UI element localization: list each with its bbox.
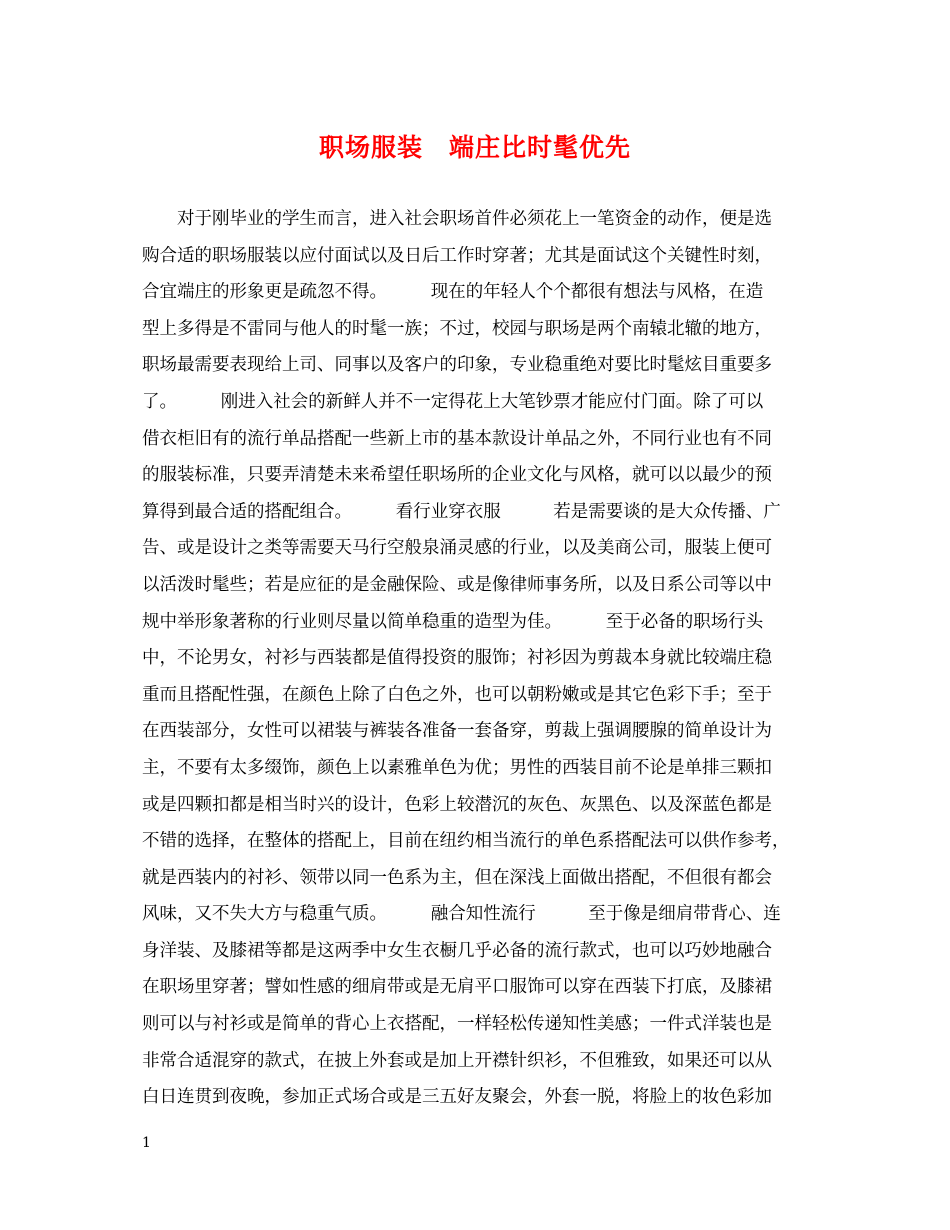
body-line: 就是西装内的衬衫、领带以同一色系为主，但在深浅上面做出搭配，不但很有都会 (142, 867, 772, 888)
body-line: 购合适的职场服装以应付面试以及日后工作时穿著；尤其是面试这个关键性时刻， (142, 245, 772, 266)
body-line: 算得到最合适的搭配组合。 看行业穿衣服 若是需要谈的是大众传播、广 (142, 501, 781, 522)
body-line: 中，不论男女，衬衫与西装都是值得投资的服饰；衬衫因为剪裁本身就比较端庄稳 (142, 648, 772, 669)
body-line: 了。 刚进入社会的新鲜人并不一定得花上大笔钞票才能应付门面。除了可以 (142, 391, 764, 412)
body-line: 白日连贯到夜晚，参加正式场合或是三五好友聚会，外套一脱，将脸上的妆色彩加 (142, 1087, 772, 1108)
body-line: 风味，又不失大方与稳重气质。 融合知性流行 至于像是细肩带背心、连 (142, 904, 781, 925)
body-line: 的服装标准，只要弄清楚未来希望任职场所的企业文化与风格，就可以以最少的预 (142, 465, 772, 486)
body-line: 型上多得是不雷同与他人的时髦一族；不过，校园与职场是两个南辕北辙的地方， (142, 318, 772, 339)
body-line: 对于刚毕业的学生而言，进入社会职场首件必须花上一笔资金的动作，便是选 (142, 209, 772, 229)
body-line: 身洋装、及膝裙等都是这两季中女生衣橱几乎必备的流行款式，也可以巧妙地融合 (142, 940, 772, 961)
body-line: 借衣柜旧有的流行单品搭配一些新上市的基本款设计单品之外，不同行业也有不同 (142, 428, 772, 449)
body-line: 职场最需要表现给上司、同事以及客户的印象，专业稳重绝对要比时髦炫目重要多 (142, 355, 772, 376)
page-number: 1 (142, 1135, 151, 1151)
body-line: 不错的选择，在整体的搭配上，目前在纽约相当流行的单色系搭配法可以供作参考， (142, 831, 790, 852)
body-line: 在西装部分，女性可以裙装与裤装各准备一套备穿，剪裁上强调腰腺的简单设计为 (142, 721, 772, 742)
body-line: 合宜端庄的形象更是疏忽不得。 现在的年轻人个个都很有想法与风格，在造 (142, 282, 764, 303)
body-line: 则可以与衬衫或是简单的背心上衣搭配，一样轻松传递知性美感；一件式洋装也是 (142, 1014, 772, 1035)
body-line: 以活泼时髦些；若是应征的是金融保险、或是像律师事务所，以及日系公司等以中 (142, 574, 772, 595)
body-line: 重而且搭配性强，在颜色上除了白色之外，也可以朝粉嫩或是其它色彩下手；至于 (142, 684, 772, 705)
body-line: 或是四颗扣都是相当时兴的设计，色彩上较潜沉的灰色、灰黑色、以及深蓝色都是 (142, 794, 772, 815)
body-line: 在职场里穿著；譬如性感的细肩带或是无肩平口服饰可以穿在西装下打底，及膝裙 (142, 977, 772, 998)
body-line: 告、或是设计之类等需要天马行空般泉涌灵感的行业，以及美商公司，服装上便可 (142, 538, 772, 559)
body-line: 主，不要有太多缀饰，颜色上以素雅单色为优；男性的西装目前不论是单排三颗扣 (142, 757, 772, 778)
body-line: 非常合适混穿的款式，在披上外套或是加上开襟针织衫，不但雅致，如果还可以从 (142, 1050, 772, 1071)
body-line: 规中举形象著称的行业则尽量以简单稳重的造型为佳。 至于必备的职场行头 (142, 611, 764, 632)
article-body (142, 201, 842, 1116)
page-title: 职场服装 端庄比时髦优先 (318, 133, 631, 162)
